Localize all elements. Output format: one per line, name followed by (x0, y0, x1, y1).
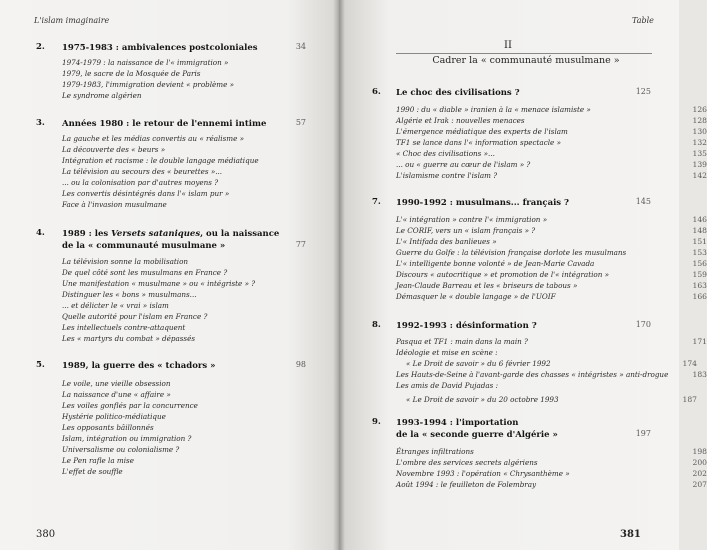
toc-section: La télévision sonne la mobilisation (62, 257, 189, 266)
toc-section: 1990 : du « diable » iranien à la « menace islamiste » 126 (396, 105, 707, 114)
toc-section: Les convertis désintégrés dans l'« islam pur » (62, 189, 230, 198)
toc-section: La naissance d'une « affaire » (62, 390, 171, 399)
chapter-number: 8. (372, 320, 381, 330)
chapter-number: 4. (36, 228, 45, 238)
toc-section: ... et délicter le « vrai » islam (62, 301, 169, 310)
toc-section: Islam, intégration ou immigration ? (62, 434, 192, 443)
toc-section: Les opposants bâillonnés (62, 423, 154, 432)
toc-section: Août 1994 : le feuilleton de Folembray 207 (396, 480, 707, 489)
part-title: Cadrer la « communauté musulmane » (432, 55, 620, 66)
chapter-number: 7. (372, 197, 381, 207)
toc-chapter-5-sections (62, 378, 312, 477)
toc-section: TF1 se lance dans l'« information spectacle » 132 (396, 138, 707, 147)
toc-chapter-9-sections (396, 446, 707, 490)
left-running-head: L'islam imaginaire (34, 16, 110, 25)
toc-section: Les intellectuels contre-attaquent (62, 323, 186, 332)
toc-section: L'« intégration » contre l'« immigration » 146 (396, 215, 707, 224)
toc-section: Les « martyrs du combat » dépassés (62, 334, 196, 343)
toc-section: Algérie et Irak : nouvelles menaces 128 (396, 116, 707, 125)
toc-section: L'islamisme contre l'islam ? 142 (396, 171, 707, 180)
chapter-title-line-2: de la « seconde guerre d'Algérie » (396, 430, 558, 440)
chapter-number: 5. (36, 360, 45, 370)
toc-section: Le voile, une vieille obsession (62, 379, 171, 388)
part-rule (396, 53, 652, 54)
toc-section: Le CORIF, vers un « islam français » ? 148 (396, 226, 707, 235)
toc-chapter-8-sections (396, 336, 707, 405)
toc-section: Novembre 1993 : l'opération « Chrysanthème » 202 (396, 469, 707, 478)
toc-section: Idéologie et mise en scène : (396, 348, 498, 357)
toc-section: L'ombre des services secrets algériens 200 (396, 458, 707, 467)
toc-section: Quelle autorité pour l'islam en France ? (62, 312, 208, 321)
chapter-page: 197 (635, 429, 651, 438)
toc-section: Hystérie politico-médiatique (62, 412, 166, 421)
chapter-title-line-1: 1989 : les Versets sataniques, ou la naissance (62, 229, 280, 239)
toc-section: L'« Intifada des banlieues » 151 (396, 237, 707, 246)
toc-chapter-3-sections (62, 133, 312, 210)
right-running-head: Table (632, 16, 654, 25)
chapter-title: 1990-1992 : musulmans... français ? (396, 198, 570, 208)
chapter-title: Années 1980 : le retour de l'ennemi intime (62, 119, 267, 129)
toc-chapter-6-sections (396, 104, 707, 181)
toc-section: Guerre du Golfe : la télévision française dorlote les musulmans 153 (396, 248, 707, 257)
toc-section: ... ou la colonisation par d'autres moyens ? (62, 178, 219, 187)
toc-section: La gauche et les médias convertis au « réalisme » (62, 134, 245, 143)
right-page-number: 381 (620, 529, 641, 540)
toc-section: Les voiles gonflés par la concurrence (62, 401, 198, 410)
toc-section: « Le Droit de savoir » du 20 octobre 1993 187 (406, 395, 697, 404)
chapter-title: 1975-1983 : ambivalences postcoloniales (62, 43, 258, 53)
toc-section: 1974-1979 : la naissance de l'« immigration » (62, 58, 229, 67)
toc-section: 1979-1983, l'immigration devient « problème » (62, 80, 235, 89)
chapter-title-line-2: de la « communauté musulmane » (62, 241, 226, 251)
chapter-page: 77 (295, 240, 306, 249)
toc-section: L'effet de souffle (62, 467, 123, 476)
book-gutter-shadow (333, 0, 345, 550)
chapter-page: 98 (295, 360, 306, 369)
toc-section: « Le Droit de savoir » du 6 février 1992 174 (406, 359, 697, 368)
toc-section: Distinguer les « bons » musulmans... (62, 290, 197, 299)
toc-section: Le syndrome algérien (62, 91, 142, 100)
chapter-page: 34 (295, 42, 306, 51)
part-number: II (504, 40, 512, 51)
toc-section: Le Pen rafle la mise (62, 456, 134, 465)
toc-section: La télévision au secours des « beurettes »... (62, 167, 223, 176)
chapter-page: 170 (635, 320, 651, 329)
toc-chapter-4-sections (62, 256, 312, 344)
chapter-title: 1992-1993 : désinformation ? (396, 321, 537, 331)
toc-section: L'émergence médiatique des experts de l'islam 130 (396, 127, 707, 136)
chapter-page: 145 (635, 197, 651, 206)
toc-section: De quel côté sont les musulmans en France ? (62, 268, 228, 277)
toc-section: Une manifestation « musulmane » ou « intégriste » ? (62, 279, 256, 288)
left-page (0, 0, 338, 550)
toc-section: ... ou « guerre au cœur de l'islam » ? 139 (396, 160, 707, 169)
toc-section: Pasqua et TF1 : main dans la main ? 171 (396, 337, 707, 346)
toc-chapter-2-sections (62, 57, 312, 101)
toc-section: Universalisme ou colonialisme ? (62, 445, 180, 454)
toc-section: Les amis de David Pujadas : (396, 381, 499, 390)
toc-section: L'« intelligente bonne volonté » de Jean-Marie Cavada 156 (396, 259, 707, 268)
toc-section: Discours « autocritique » et promotion de l'« intégration » 159 (396, 270, 707, 279)
chapter-number: 3. (36, 118, 45, 128)
chapter-page: 125 (635, 87, 651, 96)
right-page (338, 0, 707, 550)
toc-section: Face à l'invasion musulmane (62, 200, 167, 209)
toc-section: Jean-Claude Barreau et les « briseurs de tabous » 163 (396, 281, 707, 290)
toc-section: 1979, le sacre de la Mosquée de Paris (62, 69, 201, 78)
chapter-number: 9. (372, 417, 381, 427)
toc-section: La découverte des « beurs » (62, 145, 166, 154)
chapter-title: 1989, la guerre des « tchadors » (62, 361, 216, 371)
chapter-title-line-1: 1993-1994 : l'importation (396, 418, 519, 428)
toc-section: « Choc des civilisations »... 135 (396, 149, 707, 158)
left-page-number: 380 (36, 529, 56, 540)
toc-section: Les Hauts-de-Seine à l'avant-garde des chasses « intégristes » anti-drogue 183 (396, 370, 707, 379)
chapter-title: Le choc des civilisations ? (396, 88, 520, 98)
toc-section: Intégration et racisme : le double langage médiatique (62, 156, 259, 165)
toc-chapter-7-sections (396, 214, 707, 302)
toc-section: Étranges infiltrations 198 (396, 447, 707, 456)
chapter-number: 6. (372, 87, 381, 97)
toc-section: Démasquer le « double langage » de l'UOIF 166 (396, 292, 707, 301)
chapter-page: 57 (295, 118, 306, 127)
chapter-number: 2. (36, 42, 45, 52)
